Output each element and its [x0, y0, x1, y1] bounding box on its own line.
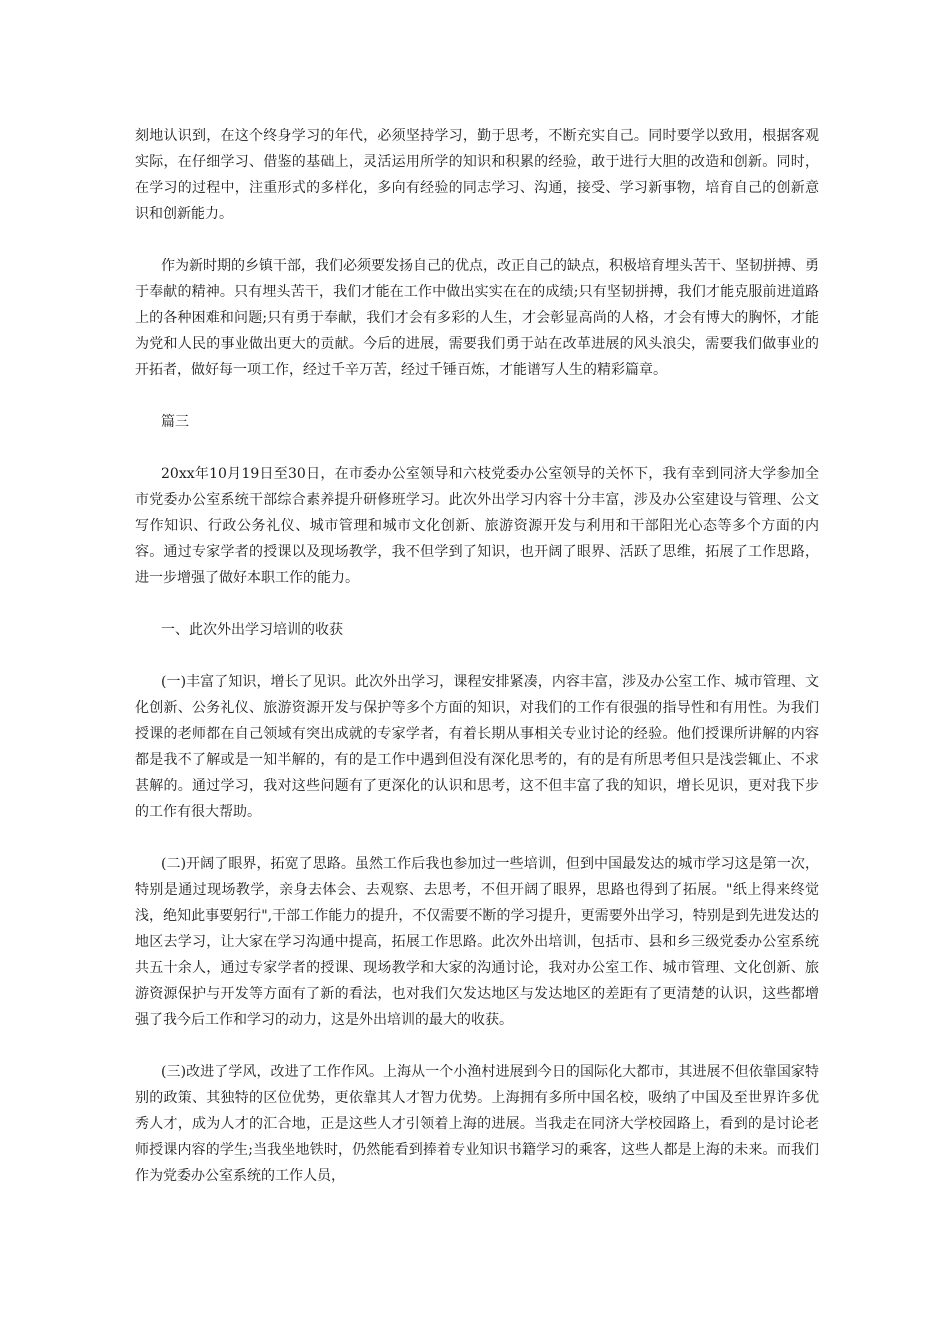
paragraph-gain-two: (二)开阔了眼界，拓宽了思路。虽然工作后我也参加过一些培训，但到中国最发达的城市学习这是第一次，特别是通过现场教学，亲身去体会、去观察、去思考，不但开阔了眼界，思路也得到了拓展。"纸上得来终觉浅，绝知此事要躬行",干部工作能力的提升，不仅需要不断的学习提升，更需要外出学习，特别是到先进发达的地区去学习，让大家在学习沟通中提高，拓展工作思路。此次外出培训，包括市、县和乡三级党委办公室系统共五十余人，通过专家学者的授课、现场教学和大家的沟通讨论，我对办公室工作、城市管理、文化创新、旅游资源保护与开发等方面有了新的看法，也对我们欠发达地区与发达地区的差距有了更清楚的认识，这些都增强了我今后工作和学习的动力，这是外出培训的最大的收获。: [135, 856, 819, 1028]
section-title-part-three: 篇三: [161, 414, 189, 430]
paragraph-gain-one: (一)丰富了知识，增长了见识。此次外出学习，课程安排紧凑，内容丰富，涉及办公室工作、城市管理、文化创新、公务礼仪、旅游资源开发与保护等多个方面的知识，对我们的工作有很强的指导性和有用性。为我们授课的老师都在自己领域有突出成就的专家学者，有着长期从事相关专业讨论的经验。他们授课所讲解的内容都是我不了解或是一知半解的，有的是工作中遇到但没有深化思考的，有的是有所思考但只是浅尝辄止、不求甚解的。通过学习，我对这些问题有了更深化的认识和思考，这不但丰富了我的知识，增长见识，更对我下步的工作有很大帮助。: [135, 674, 819, 820]
document-body: [135, 123, 819, 1215]
paragraph-cadre-spirit: 作为新时期的乡镇干部，我们必须要发扬自己的优点，改正自己的缺点，积极培育埋头苦干、坚韧拼搏、勇于奉献的精神。只有埋头苦干，我们才能在工作中做出实实在在的成绩;只有坚韧拼搏，我们才能克服前进道路上的各种困难和问题;只有勇于奉献，我们才会有多彩的人生，才会彰显高尚的人格，才会有博大的胸怀，才能为党和人民的事业做出更大的贡献。今后的进展，需要我们勇于站在改革进展的风头浪尖，需要我们做事业的开拓者，做好每一项工作，经过千辛万苦，经过千锤百炼，才能谱写人生的精彩篇章。: [135, 258, 819, 378]
paragraph-training-intro: 20xx年10月19日至30日，在市委办公室领导和六枝党委办公室领导的关怀下，我有幸到同济大学参加全市党委办公室系统干部综合素养提升研修班学习。此次外出学习内容十分丰富，涉及办公室建设与管理、公文写作知识、行政公务礼仪、城市管理和城市文化创新、旅游资源开发与利用和干部阳光心态等多个方面的内容。通过专家学者的授课以及现场教学，我不但学到了知识，也开阔了眼界、活跃了思维，拓展了工作思路，进一步增强了做好本职工作的能力。: [135, 466, 819, 586]
paragraph-continuation: 刻地认识到，在这个终身学习的年代，必须坚持学习，勤于思考，不断充实自己。同时要学以致用，根据客观实际，在仔细学习、借鉴的基础上，灵活运用所学的知识和积累的经验，敢于进行大胆的改造和创新。同时，在学习的过程中，注重形式的多样化，多向有经验的同志学习、沟通，接受、学习新事物，培育自己的创新意识和创新能力。: [135, 128, 819, 222]
paragraph-gain-three: (三)改进了学风，改进了工作作风。上海从一个小渔村进展到今日的国际化大都市，其进展不但依靠国家特别的政策、其独特的区位优势，更依靠其人才智力优势。上海拥有多所中国名校，吸纳了中国及至世界许多优秀人才，成为人才的汇合地，正是这些人才引领着上海的进展。当我走在同济大学校园路上，看到的是讨论老师授课内容的学生;当我坐地铁时，仍然能看到捧着专业知识书籍学习的乘客，这些人都是上海的未来。而我们作为党委办公室系统的工作人员，: [135, 1064, 819, 1184]
heading-training-gains: 一、此次外出学习培训的收获: [161, 622, 343, 638]
